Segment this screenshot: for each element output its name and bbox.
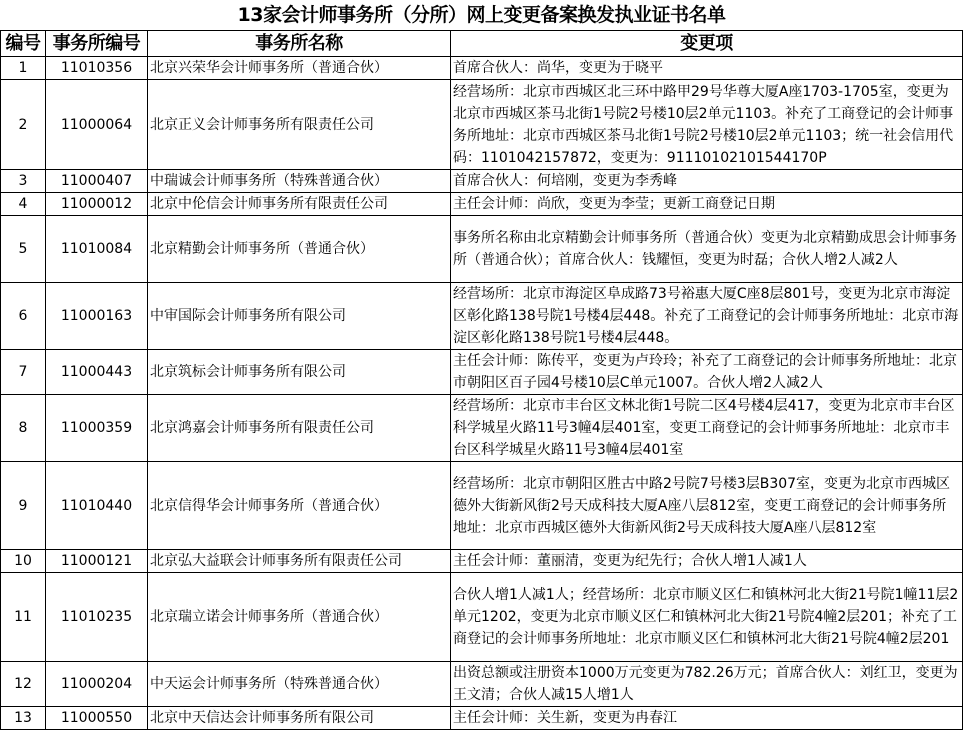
row-no: 2 [1, 80, 46, 170]
row-change-items: 经营场所：北京市西城区北三环中路甲29号华尊大厦A座1703-1705室，变更为北京市西城区茶马北街1号院2号楼10层2单元1103。补充了工商登记的会计师事务所地址：北京市西城区茶马北街1号院2号楼10层2单元1103；统一社会信用代码：1101042157872，变更为：91110102101544170P [451, 80, 963, 170]
row-change-items: 事务所名称由北京精勤会计师事务所（普通合伙）变更为北京精勤成思会计师事务所（普通合伙）；首席合伙人：钱耀恒，变更为时磊；合伙人增2人减2人 [451, 216, 963, 283]
row-change-items: 首席合伙人：何培刚，变更为李秀峰 [451, 170, 963, 193]
row-change-items: 主任会计师：陈传平，变更为卢玲玲；补充了工商登记的会计师事务所地址：北京市朝阳区百子园4号楼10层C单元1007。合伙人增2人减2人 [451, 350, 963, 395]
row-firm-name: 北京中天信达会计师事务所有限公司 [148, 707, 451, 730]
document-title: 13家会计师事务所（分所）网上变更备案换发执业证书名单 [237, 4, 726, 26]
table-row [1, 350, 963, 395]
row-firm-name: 北京鸿嘉会计师事务所有限责任公司 [148, 395, 451, 462]
row-no: 7 [1, 350, 46, 395]
table-row [1, 573, 963, 662]
row-change-items: 经营场所：北京市朝阳区胜古中路2号院7号楼3层B307室，变更为北京市西城区德外大街新风街2号天成科技大厦A座八层812室，变更工商登记的会计师事务所地址：北京市西城区德外大街新风街2号天成科技大厦A座八层812室 [451, 462, 963, 550]
row-firm-code: 11010235 [46, 573, 148, 662]
table-row [1, 462, 963, 550]
row-firm-name: 北京瑞立诺会计师事务所（普通合伙） [148, 573, 451, 662]
row-change-items: 经营场所：北京市海淀区阜成路73号裕惠大厦C座8层801号，变更为北京市海淀区彰化路138号院1号楼4层448。补充了工商登记的会计师事务所地址：北京市海淀区彰化路138号院1号楼4层448。 [451, 283, 963, 350]
table-row [1, 283, 963, 350]
row-change-items: 主任会计师：董丽清，变更为纪先行；合伙人增1人减1人 [451, 550, 963, 573]
row-firm-name: 中瑞诚会计师事务所（特殊普通合伙） [148, 170, 451, 193]
row-firm-name: 中天运会计师事务所（特殊普通合伙） [148, 662, 451, 707]
row-firm-name: 中审国际会计师事务所有限公司 [148, 283, 451, 350]
row-firm-code: 11000163 [46, 283, 148, 350]
table-row [1, 662, 963, 707]
row-no: 4 [1, 193, 46, 216]
row-change-items: 出资总额或注册资本1000万元变更为782.26万元；首席合伙人：刘红卫，变更为王文清；合伙人减15人增1人 [451, 662, 963, 707]
row-firm-code: 11000359 [46, 395, 148, 462]
table-row [1, 395, 963, 462]
row-no: 3 [1, 170, 46, 193]
table-row [1, 57, 963, 80]
row-change-items: 主任会计师：尚欣，变更为李莹；更新工商登记日期 [451, 193, 963, 216]
row-change-items: 合伙人增1人减1人；经营场所：北京市顺义区仁和镇林河北大街21号院1幢11层2单元1202，变更为北京市顺义区仁和镇林河北大街21号院4幢2层201；补充了工商登记的会计师事务所地址：北京市顺义区仁和镇林河北大街21号院4幢2层201 [451, 573, 963, 662]
row-no: 5 [1, 216, 46, 283]
row-firm-code: 11000064 [46, 80, 148, 170]
row-no: 9 [1, 462, 46, 550]
row-no: 13 [1, 707, 46, 730]
row-firm-code: 11010440 [46, 462, 148, 550]
row-no: 12 [1, 662, 46, 707]
row-firm-code: 11000204 [46, 662, 148, 707]
row-change-items: 主任会计师：关生新，变更为冉春江 [451, 707, 963, 730]
table-row [1, 80, 963, 170]
table-row [1, 193, 963, 216]
row-firm-name: 北京正义会计师事务所有限责任公司 [148, 80, 451, 170]
table-row [1, 550, 963, 573]
row-change-items: 经营场所：北京市丰台区文林北街1号院二区4号楼4层417，变更为北京市丰台区科学城星火路11号3幢4层401室，变更工商登记的会计师事务所地址：北京市丰台区科学城星火路11号3幢4层401室 [451, 395, 963, 462]
row-firm-code: 11010084 [46, 216, 148, 283]
row-no: 8 [1, 395, 46, 462]
header-firm-name: 事务所名称 [148, 31, 451, 57]
row-firm-code: 11000121 [46, 550, 148, 573]
row-no: 10 [1, 550, 46, 573]
row-firm-name: 北京筑标会计师事务所有限公司 [148, 350, 451, 395]
row-firm-code: 11000012 [46, 193, 148, 216]
firm-change-table [0, 30, 963, 730]
row-firm-code: 11000443 [46, 350, 148, 395]
table-header-row [1, 31, 963, 57]
row-firm-name: 北京兴荣华会计师事务所（普通合伙） [148, 57, 451, 80]
header-firm-code: 事务所编号 [46, 31, 148, 57]
row-no: 1 [1, 57, 46, 80]
table-row [1, 170, 963, 193]
row-firm-name: 北京弘大益联会计师事务所有限责任公司 [148, 550, 451, 573]
table-row [1, 216, 963, 283]
row-no: 11 [1, 573, 46, 662]
row-no: 6 [1, 283, 46, 350]
row-firm-code: 11010356 [46, 57, 148, 80]
table-row [1, 707, 963, 730]
row-firm-name: 北京中伦信会计师事务所有限责任公司 [148, 193, 451, 216]
header-no: 编号 [1, 31, 46, 57]
row-firm-code: 11000550 [46, 707, 148, 730]
row-change-items: 首席合伙人：尚华，变更为于晓平 [451, 57, 963, 80]
row-firm-name: 北京信得华会计师事务所（普通合伙） [148, 462, 451, 550]
header-change-items: 变更项 [451, 31, 963, 57]
row-firm-code: 11000407 [46, 170, 148, 193]
row-firm-name: 北京精勤会计师事务所（普通合伙） [148, 216, 451, 283]
